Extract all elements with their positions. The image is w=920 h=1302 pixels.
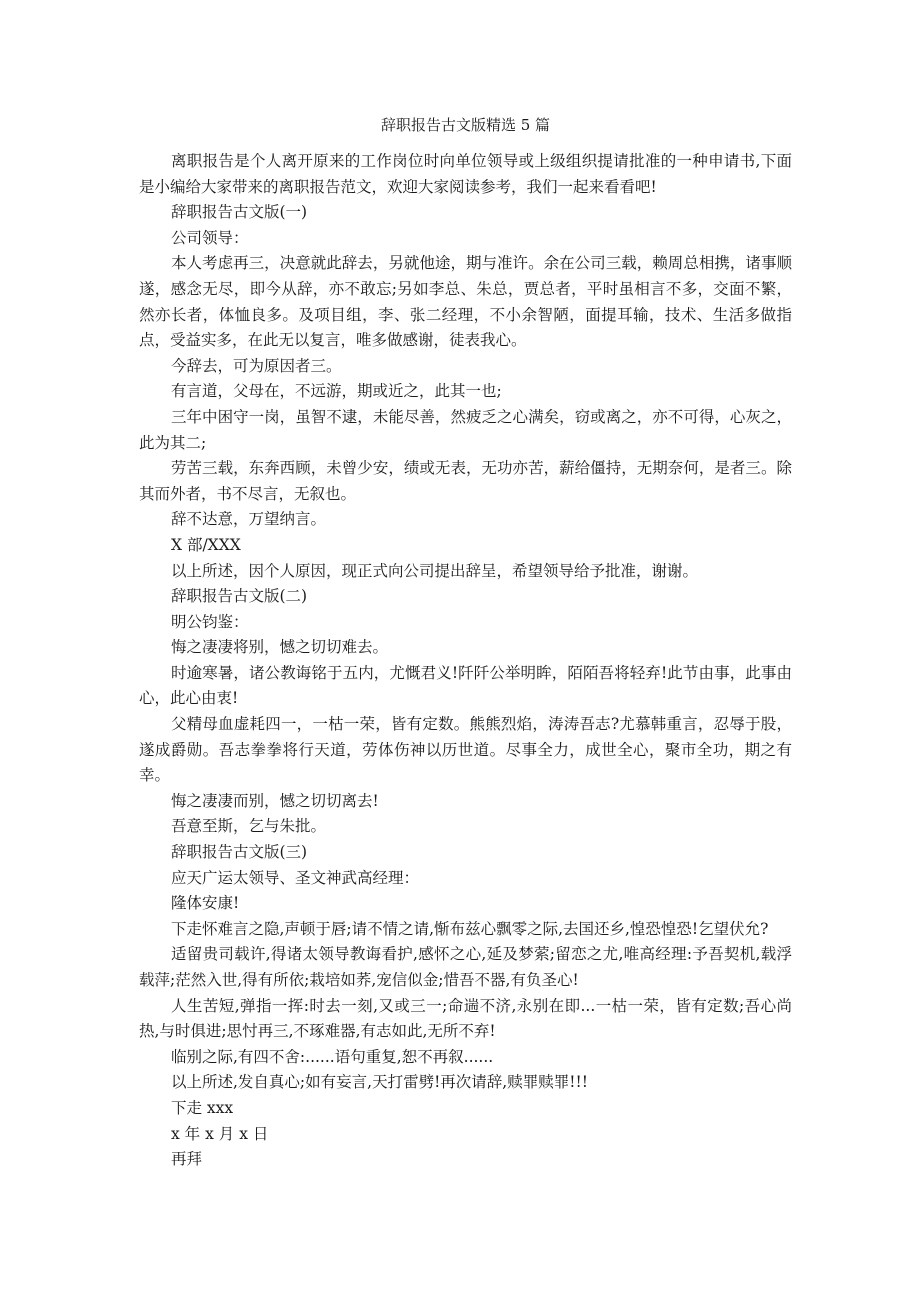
paragraph: 明公钧鉴： [171, 612, 249, 631]
paragraph: 临别之际,有四不舍:......语句重复,恕不再叙...... [171, 1047, 494, 1066]
paragraph: 吾意至斯，乞与朱批。 [171, 817, 327, 836]
paragraph: 隆体安康! [171, 894, 240, 913]
paragraph: 辞不达意，万望纳言。 [171, 510, 327, 529]
paragraph: 辞职报告古文版(三) [171, 843, 308, 862]
paragraph: 以上所述，因个人原因，现正式向公司提出辞呈，希望领导给予批准，谢谢。 [171, 561, 699, 580]
paragraph: 辞职报告古文版(一) [171, 203, 308, 222]
paragraph: x 年 x 月 x 日 [171, 1124, 269, 1143]
paragraph: 三年中困守一岗，虽智不逮，未能尽善，然疲乏之心满矣，窃或离之，亦不可得，心灰之，此为其二; [139, 407, 792, 452]
paragraph: 离职报告是个人离开原来的工作岗位时向单位领导或上级组织提请批准的一种申请书,下面是小编给大家带来的离职报告范文，欢迎大家阅读参考，我们一起来看看吧! [139, 152, 792, 196]
paragraph: 本人考虑再三，决意就此辞去，另就他途，期与准许。余在公司三载，赖周总相携，诸事顺遂，感念无尽，即今从辞，亦不敢忘;另如李总、朱总，贾总者，平时虽相言不多，交面不繁，然亦长者，体恤良多。及项目组，李、张二经理，不小余智陋，面提耳输，技术、生活多做指点，受益实多，在此无以复言，唯多做感谢，徒表我心。 [139, 254, 792, 350]
paragraph: 劳苦三载，东奔西顾，未曾少安，绩或无表，无功亦苦，薪给僵持，无期奈何，是者三。除其而外者，书不尽言，无叙也。 [139, 459, 792, 503]
paragraph: 悔之凄凄将别，憾之切切难去。 [171, 638, 389, 657]
paragraph: 公司领导： [171, 228, 249, 247]
paragraph: 人生苦短,弹指一挥:时去一刻,又或三一;命遄不济,永别在即...一枯一荣，皆有定数;吾心尚热,与时俱进;思忖再三,不琢难器,有志如此,无所不弃! [139, 996, 792, 1041]
paragraph: 父精母血虚耗四一，一枯一荣，皆有定数。熊熊烈焰，涛涛吾志?尤慕韩重言，忍辱于股，遂成爵勋。吾志拳拳将行天道，劳体伤神以历世道。尽事全力，成世全心，聚市全功，期之有幸。 [139, 715, 792, 785]
document-body [139, 149, 792, 1173]
document-title: 辞职报告古文版精选 5 篇 [380, 116, 551, 134]
paragraph: 悔之凄凄而别，憾之切切离去! [171, 791, 379, 810]
paragraph: 再拜 [171, 1150, 203, 1169]
paragraph: X 部/XXX [171, 535, 241, 554]
paragraph: 今辞去，可为原因者三。 [171, 356, 342, 375]
paragraph: 适留贵司载许,得诸太领导教诲看护,感怀之心,延及梦萦;留恋之尤,唯高经理:予吾契机,载浮载萍;茫然入世,得有所依;栽培如荞,宠信似金;惜吾不器,有负圣心! [139, 945, 792, 989]
paragraph: 下走 xxx [171, 1098, 234, 1117]
paragraph: 辞职报告古文版(二) [171, 587, 308, 606]
paragraph: 有言道，父母在，不远游，期或近之，此其一也; [171, 382, 502, 401]
paragraph: 应天广运太领导、圣文神武高经理： [171, 868, 420, 887]
document-page [139, 113, 792, 1173]
paragraph: 时逾寒暑，诸公教诲铭于五内，尤慨君义!阡阡公举明眸，陌陌吾将轻弃!此节由事，此事由心，此心由衷! [139, 663, 792, 708]
paragraph: 下走怀难言之隐,声顿于唇;请不情之请,惭布兹心飘零之际,去国还乡,惶恐惶恐!乞望伏允? [171, 919, 769, 938]
paragraph: 以上所述,发自真心;如有妄言,天打雷劈!再次请辞,赎罪赎罪!!! [171, 1073, 588, 1092]
